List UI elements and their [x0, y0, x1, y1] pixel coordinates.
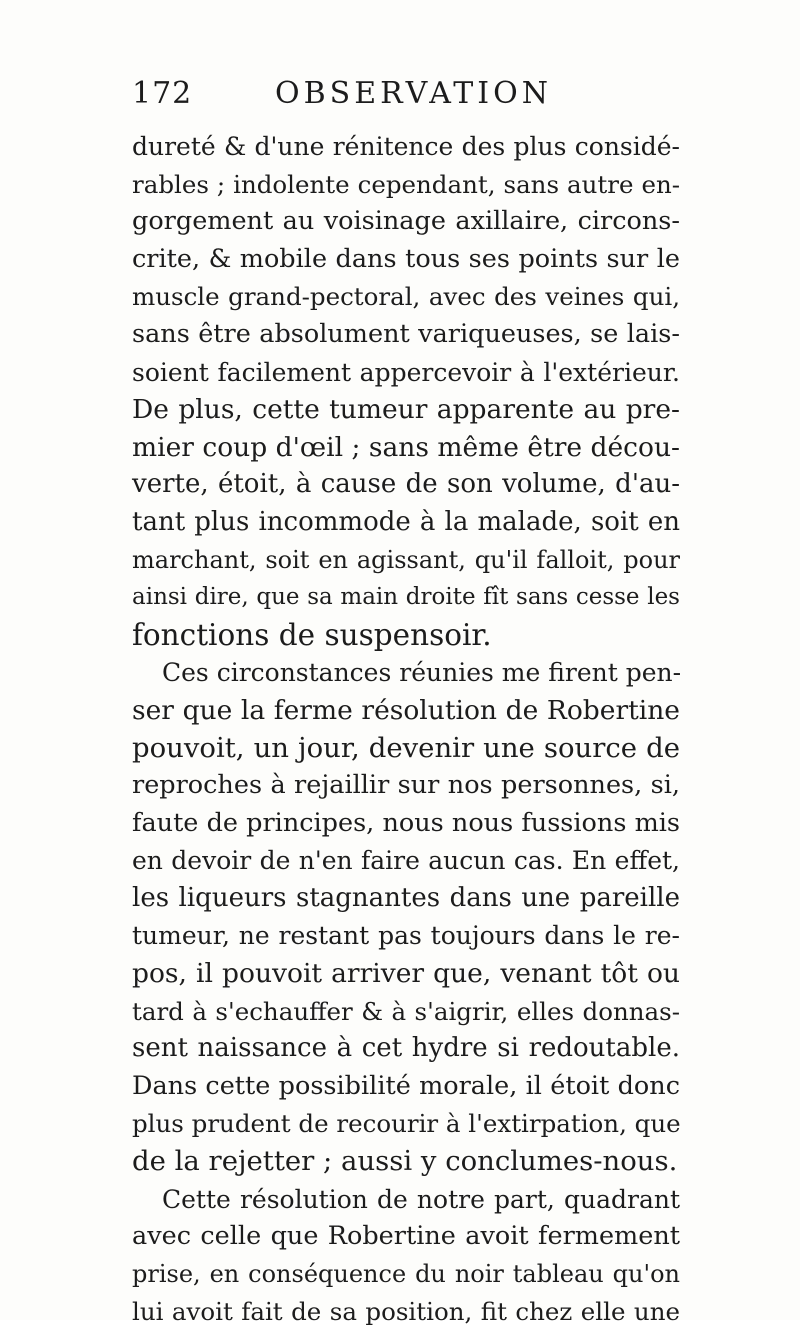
text-line: avec celle que Robertine avoit fermement — [132, 1221, 680, 1252]
text-line: muscle grand-pectoral, avec des veines qui, — [132, 282, 680, 312]
text-line: mier coup d'œil ; sans même être décou- — [132, 431, 680, 463]
text-line: sans être absolument variqueuses, se lais- — [132, 318, 680, 349]
text-line: reproches à rejaillir sur nos personnes, si, — [132, 770, 680, 801]
running-title: OBSERVATION — [275, 76, 552, 111]
text-line-paragraph-start: Ces circonstances réunies me firent pen- — [162, 658, 682, 688]
page-number: 172 — [132, 76, 193, 111]
text-line: Dans cette possibilité morale, il étoit donc — [132, 1070, 680, 1101]
text-line: soient facilement appercevoir à l'extérieur. — [132, 357, 680, 387]
body-text — [132, 128, 680, 1331]
text-line: pos, il pouvoit arriver que, venant tôt ou — [132, 958, 680, 990]
text-line-paragraph-end: fonctions de suspensoir. — [132, 617, 492, 652]
text-line-paragraph-start: Cette résolution de notre part, quadrant — [162, 1184, 680, 1214]
text-line: ainsi dire, que sa main droite fît sans cesse les — [132, 584, 680, 611]
text-line-paragraph-end: de la rejetter ; aussi y conclumes-nous. — [132, 1145, 678, 1178]
text-line: De plus, cette tumeur apparente au pre- — [132, 394, 680, 426]
text-line: faute de principes, nous nous fussions mis — [132, 807, 680, 838]
text-line: gorgement au voisinage axillaire, circons- — [132, 206, 680, 237]
text-line: lui avoit fait de sa position, fit chez elle une — [132, 1297, 680, 1327]
text-line: rables ; indolente cependant, sans autre en- — [132, 169, 680, 199]
text-line: ser que la ferme résolution de Robertine — [132, 694, 680, 726]
text-line: crite, & mobile dans tous ses points sur le — [132, 243, 680, 274]
text-line: dureté & d'une rénitence des plus considé- — [132, 132, 680, 161]
text-line: plus prudent de recourir à l'extirpation, que — [132, 1109, 681, 1139]
text-line: pouvoit, un jour, devenir une source de — [132, 731, 680, 764]
text-line: prise, en conséquence du noir tableau qu'on — [132, 1259, 680, 1288]
text-line: les liqueurs stagnantes dans une pareille — [132, 882, 680, 913]
text-line: tant plus incommode à la malade, soit en — [132, 506, 680, 537]
text-line: marchant, soit en agissant, qu'il falloit, pour — [132, 545, 680, 574]
running-head — [130, 72, 690, 122]
text-line: en devoir de n'en faire aucun cas. En effet, — [132, 846, 680, 876]
text-line: verte, étoit, à cause de son volume, d'au- — [132, 469, 680, 500]
text-line: tumeur, ne restant pas toujours dans le re- — [132, 921, 680, 951]
text-line: tard à s'echauffer & à s'aigrir, elles donnas- — [132, 996, 680, 1026]
text-line: sent naissance à cet hydre si redoutable. — [132, 1033, 680, 1064]
